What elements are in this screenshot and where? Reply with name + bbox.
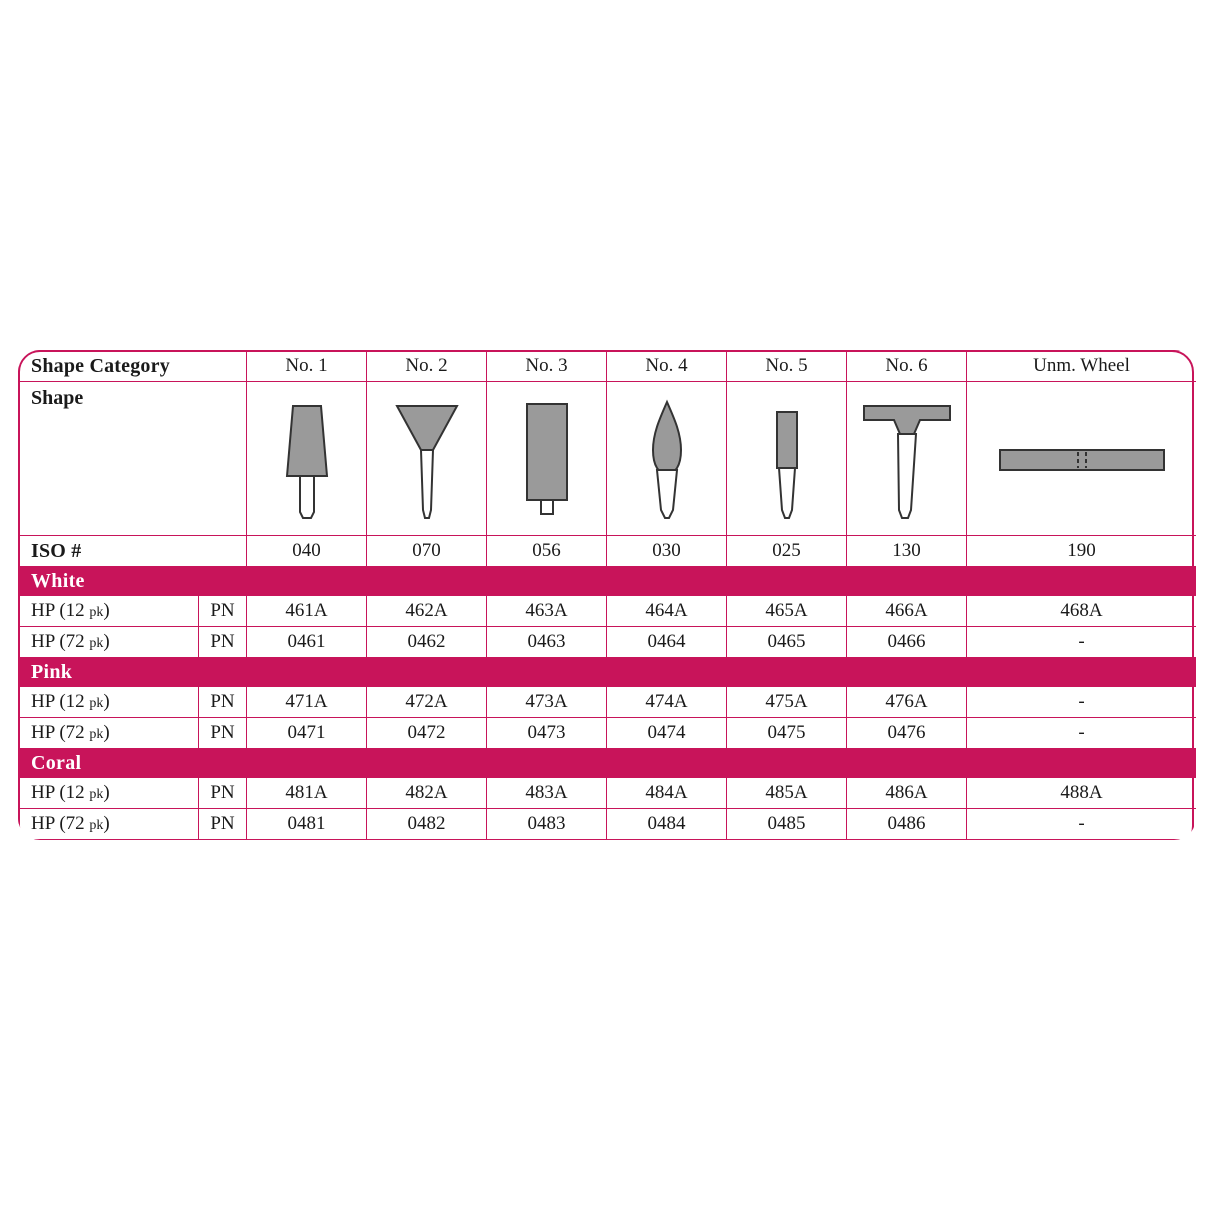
row-label-text: HP (12	[31, 691, 90, 712]
row-label-white-72pk	[19, 627, 199, 658]
cell-white-72pk-no4: 0464	[607, 627, 727, 658]
cell-coral-12pk-no3: 483A	[487, 778, 607, 809]
cell-white-72pk-no3: 0463	[487, 627, 607, 658]
shape-illustration-row	[19, 382, 1197, 536]
cell-pink-72pk-no3: 0473	[487, 718, 607, 749]
cell-white-72pk-no1: 0461	[247, 627, 367, 658]
pn-label: PN	[199, 718, 247, 749]
column-header-unm-wheel: Unm. Wheel	[967, 351, 1197, 382]
inverted-cone-disc-shape-icon	[377, 394, 477, 524]
cell-pink-12pk-no6: 476A	[847, 687, 967, 718]
row-label-end: )	[103, 631, 110, 652]
row-label-pk: pk	[89, 727, 104, 742]
cell-coral-72pk-no1: 0481	[247, 809, 367, 840]
row-label-text: HP (72	[31, 722, 90, 743]
shape-cell-no2	[367, 382, 487, 536]
pn-label: PN	[199, 596, 247, 627]
iso-value-no5: 025	[727, 536, 847, 567]
row-label-text: HP (12	[31, 600, 90, 621]
pn-label: PN	[199, 778, 247, 809]
shape-row-label-cell	[19, 382, 247, 536]
cell-pink-12pk-no1: 471A	[247, 687, 367, 718]
cell-coral-72pk-no2: 0482	[367, 809, 487, 840]
cell-pink-12pk-no2: 472A	[367, 687, 487, 718]
cell-white-72pk-no2: 0462	[367, 627, 487, 658]
cell-white-72pk-wheel: -	[967, 627, 1197, 658]
row-label-end: )	[103, 722, 110, 743]
cell-pink-12pk-no5: 475A	[727, 687, 847, 718]
row-label-end: )	[103, 813, 110, 834]
flame-shape-icon	[617, 394, 717, 524]
iso-value-no6: 130	[847, 536, 967, 567]
cylinder-shape-icon	[497, 394, 597, 524]
cell-pink-72pk-no6: 0476	[847, 718, 967, 749]
cell-coral-12pk-no5: 485A	[727, 778, 847, 809]
row-label-pk: pk	[89, 605, 104, 620]
shape-cell-no5	[727, 382, 847, 536]
cell-coral-12pk-no6: 486A	[847, 778, 967, 809]
iso-label-cell	[19, 536, 247, 567]
iso-row	[19, 536, 1197, 567]
shape-category-label: Shape Category	[31, 354, 170, 377]
row-label-text: HP (72	[31, 631, 90, 652]
cell-pink-72pk-no4: 0474	[607, 718, 727, 749]
shape-label: Shape	[31, 387, 84, 409]
pn-label: PN	[199, 687, 247, 718]
product-chart-sheet	[18, 350, 1196, 840]
cell-coral-12pk-no1: 481A	[247, 778, 367, 809]
table-row	[19, 778, 1197, 809]
row-label-pink-12pk	[19, 687, 199, 718]
cell-white-12pk-no1: 461A	[247, 596, 367, 627]
cell-coral-12pk-no2: 482A	[367, 778, 487, 809]
cell-coral-12pk-no4: 484A	[607, 778, 727, 809]
row-label-pink-72pk	[19, 718, 199, 749]
shape-cell-no6	[847, 382, 967, 536]
group-band-white-cell	[19, 567, 1197, 596]
shape-cell-no4	[607, 382, 727, 536]
cell-white-12pk-wheel: 468A	[967, 596, 1197, 627]
group-band-pink-label: Pink	[31, 660, 73, 683]
row-label-end: )	[103, 782, 110, 803]
iso-value-no1: 040	[247, 536, 367, 567]
iso-value-no2: 070	[367, 536, 487, 567]
row-label-coral-72pk	[19, 809, 199, 840]
iso-value-unm-wheel: 190	[967, 536, 1197, 567]
column-header-no4: No. 4	[607, 351, 727, 382]
group-band-pink-cell	[19, 658, 1197, 687]
row-label-end: )	[103, 600, 110, 621]
row-label-pk: pk	[89, 787, 104, 802]
knife-edge-wheel-shape-icon	[852, 394, 962, 524]
column-header-no3: No. 3	[487, 351, 607, 382]
cell-pink-72pk-no5: 0475	[727, 718, 847, 749]
cell-coral-72pk-no3: 0483	[487, 809, 607, 840]
group-band-coral	[19, 749, 1197, 778]
row-label-coral-12pk	[19, 778, 199, 809]
row-label-end: )	[103, 691, 110, 712]
cell-pink-12pk-no4: 474A	[607, 687, 727, 718]
cell-white-12pk-no2: 462A	[367, 596, 487, 627]
small-cylinder-shape-icon	[737, 394, 837, 524]
shape-category-header-cell	[19, 351, 247, 382]
row-label-text: HP (72	[31, 813, 90, 834]
iso-value-no3: 056	[487, 536, 607, 567]
cell-pink-72pk-no2: 0472	[367, 718, 487, 749]
shape-category-table	[18, 350, 1196, 840]
shape-cell-no1	[247, 382, 367, 536]
shape-cell-no3	[487, 382, 607, 536]
tapered-cone-shape-icon	[257, 394, 357, 524]
table-row	[19, 809, 1197, 840]
unmounted-wheel-shape-icon	[982, 394, 1182, 524]
table-row	[19, 627, 1197, 658]
row-label-text: HP (12	[31, 782, 90, 803]
cell-white-72pk-no6: 0466	[847, 627, 967, 658]
cell-coral-72pk-no5: 0485	[727, 809, 847, 840]
iso-value-no4: 030	[607, 536, 727, 567]
cell-pink-12pk-no3: 473A	[487, 687, 607, 718]
group-band-coral-label: Coral	[31, 751, 82, 774]
table-row	[19, 718, 1197, 749]
column-header-no6: No. 6	[847, 351, 967, 382]
cell-white-12pk-no4: 464A	[607, 596, 727, 627]
table-clip-container	[18, 350, 1196, 840]
cell-coral-72pk-no6: 0486	[847, 809, 967, 840]
cell-white-12pk-no6: 466A	[847, 596, 967, 627]
row-label-pk: pk	[89, 636, 104, 651]
shape-cell-unm-wheel	[967, 382, 1197, 536]
iso-label: ISO #	[31, 539, 82, 562]
cell-pink-12pk-wheel: -	[967, 687, 1197, 718]
group-band-coral-cell	[19, 749, 1197, 778]
cell-white-72pk-no5: 0465	[727, 627, 847, 658]
column-header-no1: No. 1	[247, 351, 367, 382]
cell-pink-72pk-no1: 0471	[247, 718, 367, 749]
row-label-white-12pk	[19, 596, 199, 627]
cell-coral-72pk-no4: 0484	[607, 809, 727, 840]
table-header-row	[19, 351, 1197, 382]
cell-coral-12pk-wheel: 488A	[967, 778, 1197, 809]
table-row	[19, 687, 1197, 718]
column-header-no2: No. 2	[367, 351, 487, 382]
cell-white-12pk-no3: 463A	[487, 596, 607, 627]
row-label-pk: pk	[89, 696, 104, 711]
cell-white-12pk-no5: 465A	[727, 596, 847, 627]
table-row	[19, 596, 1197, 627]
group-band-white	[19, 567, 1197, 596]
cell-coral-72pk-wheel: -	[967, 809, 1197, 840]
group-band-white-label: White	[31, 569, 85, 592]
cell-pink-72pk-wheel: -	[967, 718, 1197, 749]
pn-label: PN	[199, 627, 247, 658]
column-header-no5: No. 5	[727, 351, 847, 382]
pn-label: PN	[199, 809, 247, 840]
row-label-pk: pk	[89, 818, 104, 833]
group-band-pink	[19, 658, 1197, 687]
